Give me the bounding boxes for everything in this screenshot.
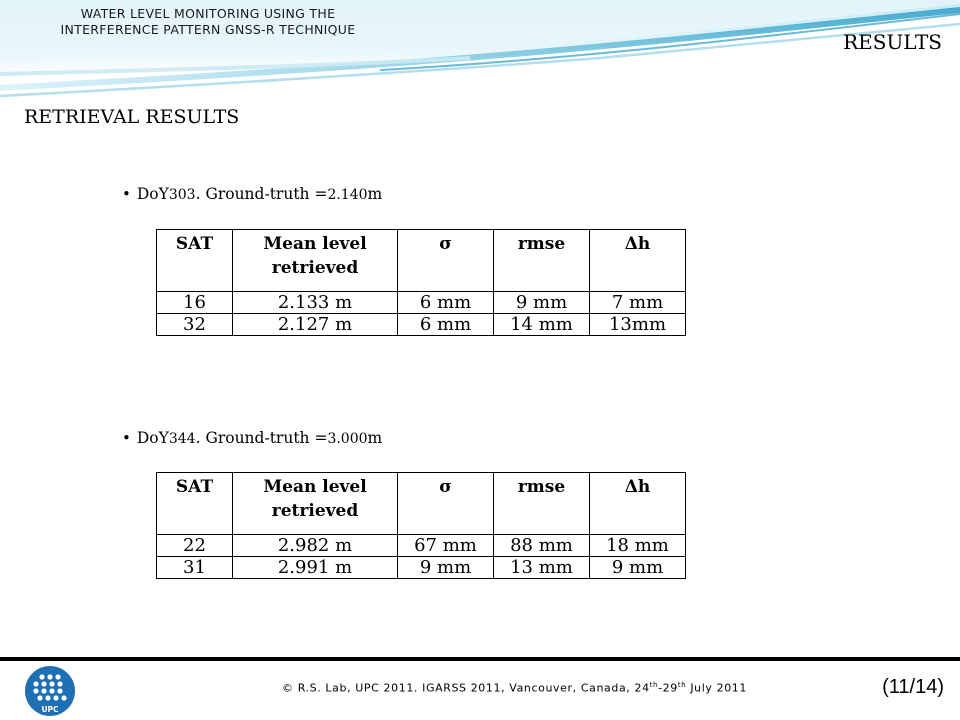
footer-citation-main: © R.S. Lab, UPC 2011. IGARSS 2011, Vancouver, Canada, 24 xyxy=(282,681,650,695)
table-cell: 7 mm xyxy=(590,292,686,314)
table-cell: 16 xyxy=(157,292,233,314)
bullet-value: 2.140 xyxy=(327,187,368,203)
table-cell: 31 xyxy=(157,557,233,579)
column-header-sigma: σ xyxy=(398,473,494,535)
footer-sup-1: th xyxy=(649,681,659,689)
bullet-prefix: DoY xyxy=(136,185,169,203)
table-cell: 6 mm xyxy=(398,292,494,314)
table-cell: 9 mm xyxy=(494,292,590,314)
table-cell: 14 mm xyxy=(494,314,590,336)
results-table-doy-344 xyxy=(156,472,686,579)
column-header-sat: SAT xyxy=(157,230,233,292)
table-cell: 9 mm xyxy=(590,557,686,579)
column-header-delta-h: Δh xyxy=(590,473,686,535)
table-cell: 22 xyxy=(157,535,233,557)
page-number: (11/14) xyxy=(882,676,944,698)
bullet-doy: 344 xyxy=(168,431,196,447)
table-cell: 9 mm xyxy=(398,557,494,579)
column-header-sigma: σ xyxy=(398,230,494,292)
footer-divider xyxy=(0,657,960,661)
table-header-row xyxy=(157,473,686,535)
presentation-title-line2: INTERFERENCE PATTERN GNSS-R TECHNIQUE xyxy=(60,22,356,37)
table-row xyxy=(157,535,686,557)
bullet-middle: . Ground-truth = xyxy=(195,185,328,203)
bullet-doy: 303 xyxy=(168,187,196,203)
footer-sup-2: th xyxy=(677,681,687,689)
presentation-title-line1: WATER LEVEL MONITORING USING THE xyxy=(80,6,336,21)
table-cell: 13mm xyxy=(590,314,686,336)
bullet-value: 3.000 xyxy=(327,431,368,447)
results-table-doy-303 xyxy=(156,229,686,336)
table-cell: 2.127 m xyxy=(233,314,398,336)
table-cell: 6 mm xyxy=(398,314,494,336)
bullet-doy-344 xyxy=(122,429,382,447)
table-cell: 2.982 m xyxy=(233,535,398,557)
bullet-dot-icon: • xyxy=(122,185,131,203)
table-cell: 2.991 m xyxy=(233,557,398,579)
logo-text: UPC xyxy=(41,705,59,714)
footer-dash: -29 xyxy=(658,681,678,695)
table-header-row xyxy=(157,230,686,292)
column-header-delta-h: Δh xyxy=(590,230,686,292)
bullet-unit: m xyxy=(367,429,383,447)
table-cell: 88 mm xyxy=(494,535,590,557)
bullet-doy-303 xyxy=(122,185,382,203)
upc-logo-icon xyxy=(24,665,76,717)
presentation-title xyxy=(18,6,398,38)
column-header-rmse: rmse xyxy=(494,230,590,292)
column-header-mean-level: Mean level retrieved xyxy=(233,473,398,535)
slide-subtitle: RETRIEVAL RESULTS xyxy=(24,106,240,128)
table-cell: 13 mm xyxy=(494,557,590,579)
footer-citation xyxy=(282,681,747,695)
bullet-middle: . Ground-truth = xyxy=(195,429,328,447)
table-cell: 2.133 m xyxy=(233,292,398,314)
section-label: RESULTS xyxy=(843,30,942,54)
table-cell: 67 mm xyxy=(398,535,494,557)
table-row xyxy=(157,292,686,314)
column-header-mean-level: Mean level retrieved xyxy=(233,230,398,292)
bullet-dot-icon: • xyxy=(122,429,131,447)
column-header-rmse: rmse xyxy=(494,473,590,535)
bullet-unit: m xyxy=(367,185,383,203)
bullet-prefix: DoY xyxy=(136,429,169,447)
table-cell: 18 mm xyxy=(590,535,686,557)
table-row xyxy=(157,314,686,336)
table-cell: 32 xyxy=(157,314,233,336)
column-header-sat: SAT xyxy=(157,473,233,535)
footer-tail: July 2011 xyxy=(686,681,748,695)
table-row xyxy=(157,557,686,579)
